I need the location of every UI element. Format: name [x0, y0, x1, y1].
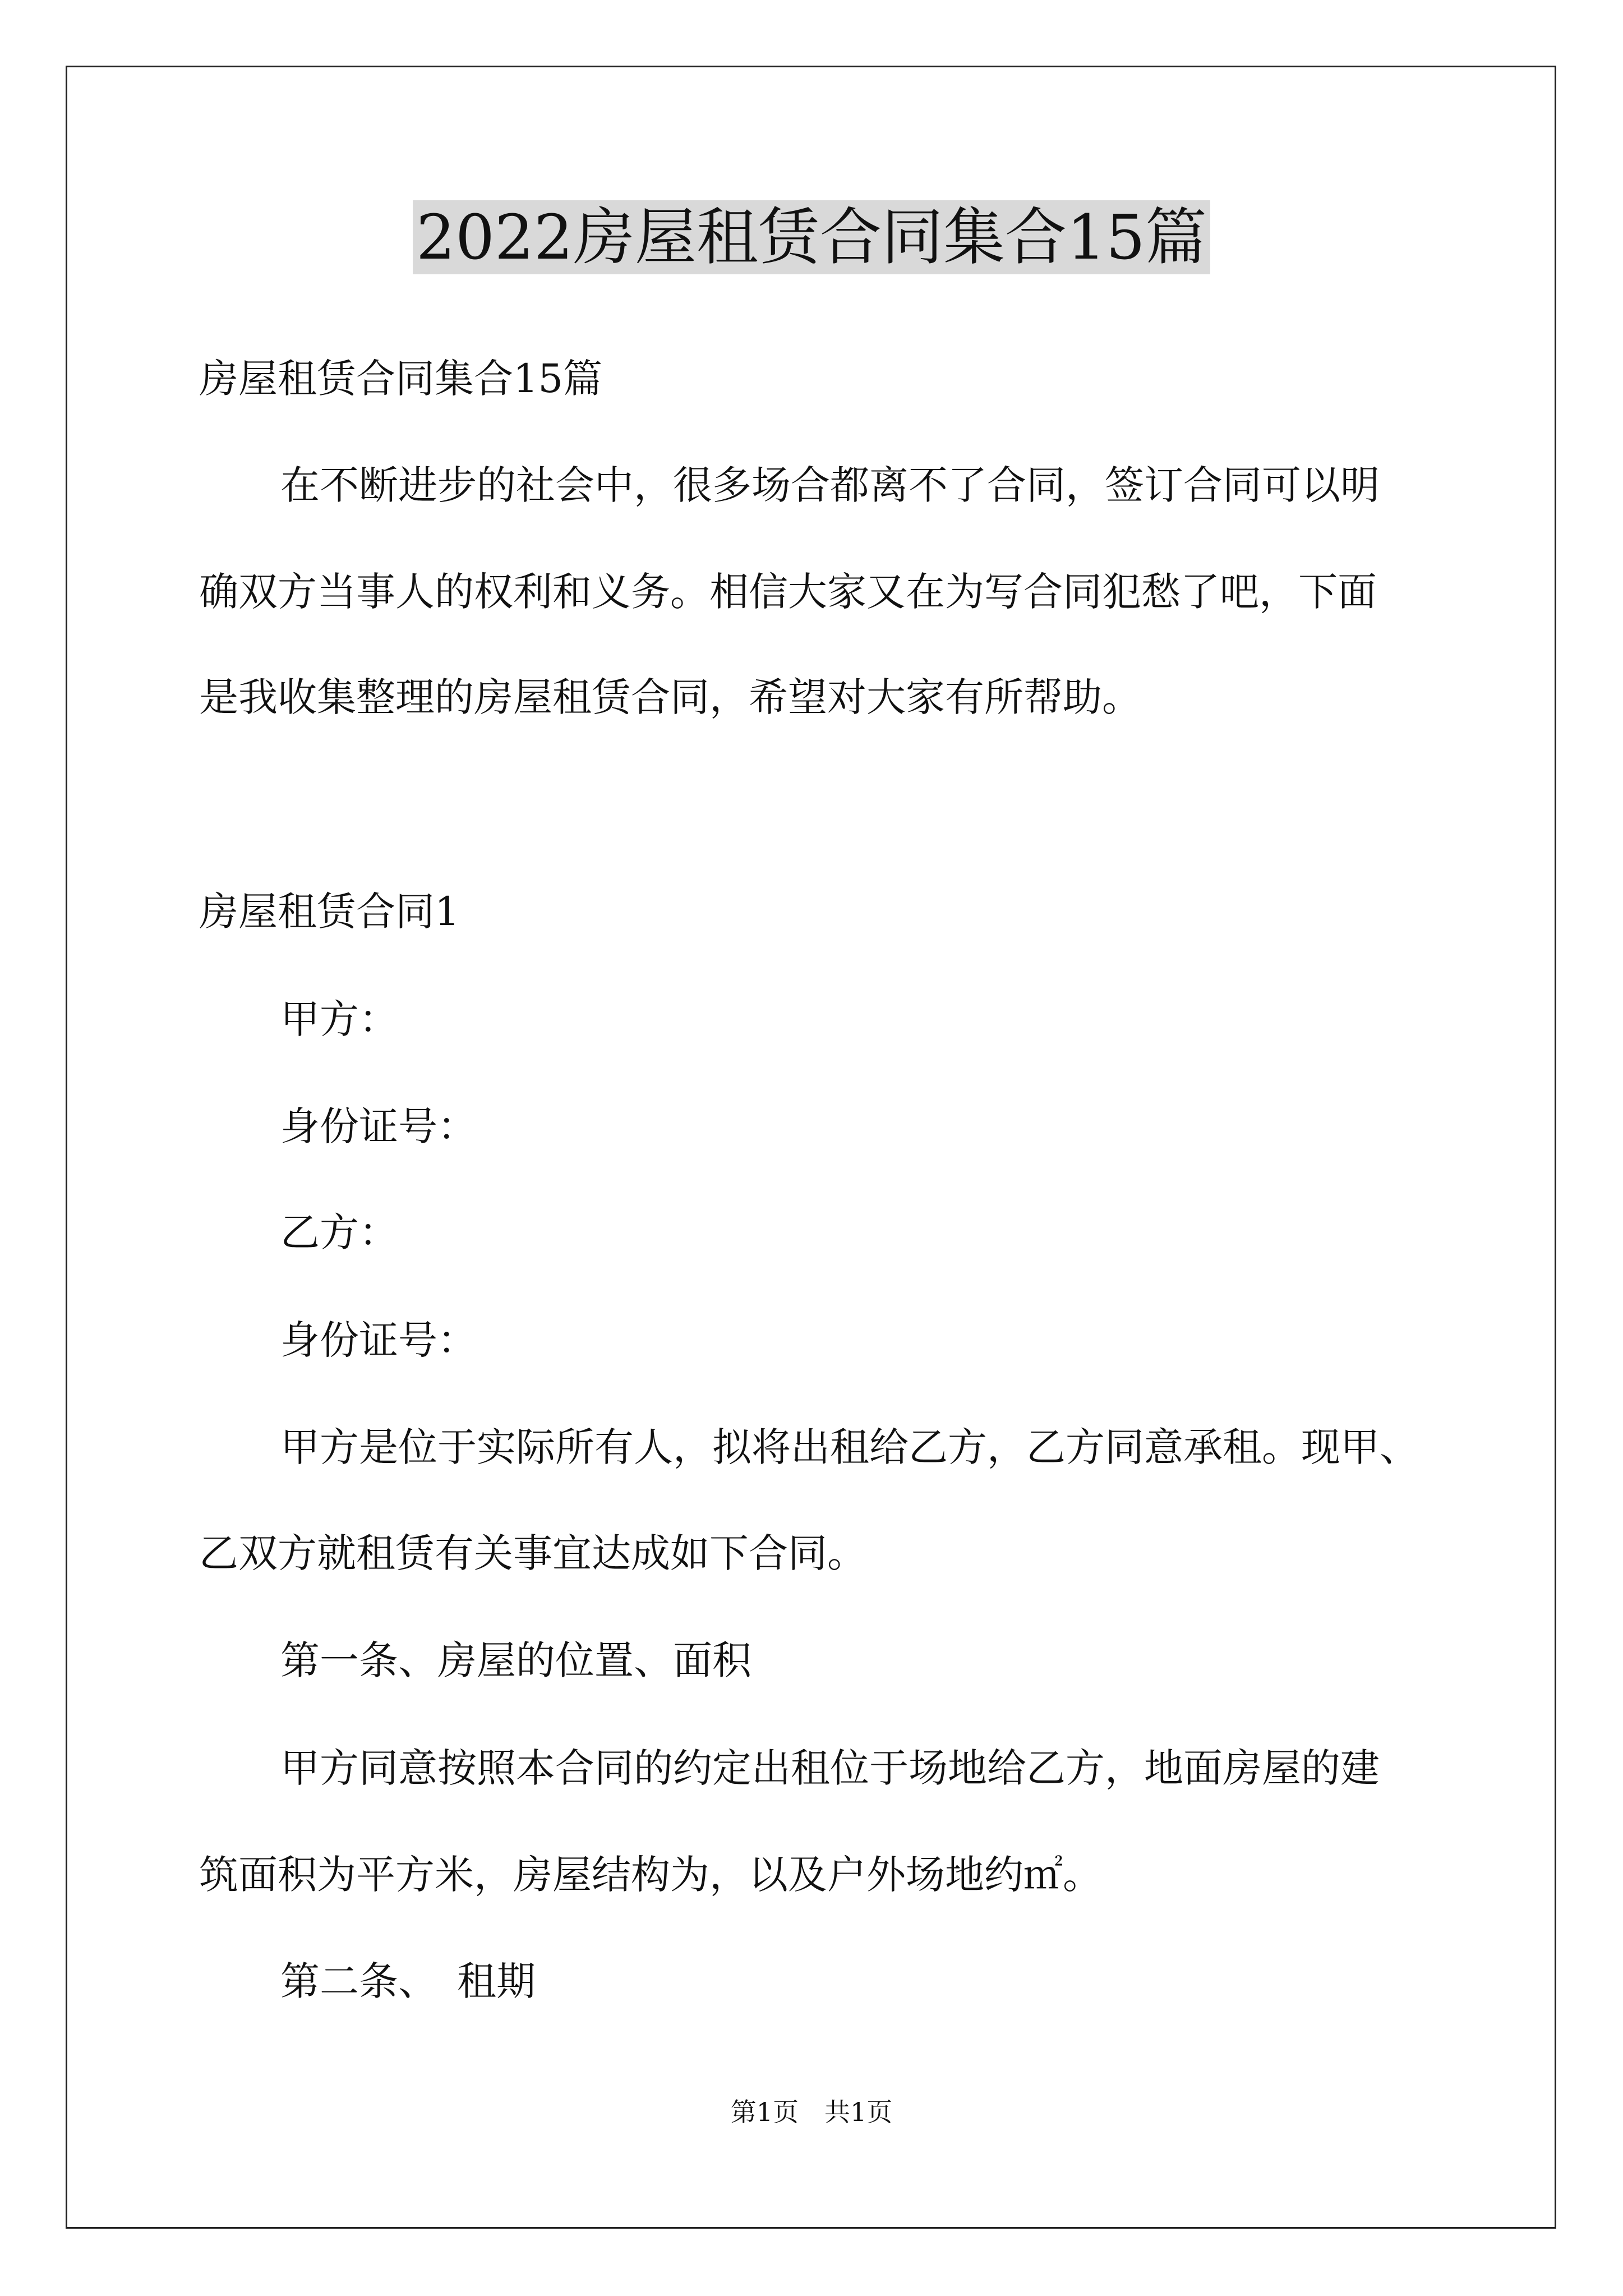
- page-footer: 第1页 共1页: [730, 2097, 893, 2127]
- intro-line-3: 是我收集整理的房屋租赁合同，希望对大家有所帮助。: [199, 674, 1141, 720]
- document-title: 2022房屋租赁合同集合15篇: [413, 200, 1210, 274]
- intro-line-2: 确双方当事人的权利和义务。相信大家又在为写合同犯愁了吧，下面: [199, 569, 1377, 615]
- article-2-heading: 第二条、 租期: [280, 1958, 536, 2004]
- party-a-id-label: 身份证号：: [280, 1103, 477, 1149]
- party-b-label: 乙方：: [280, 1209, 398, 1255]
- article-1-heading: 第一条、房屋的位置、面积: [280, 1637, 751, 1683]
- agreement-line-2: 乙双方就租赁有关事宜达成如下合同。: [199, 1530, 866, 1576]
- agreement-line-1: 甲方是位于实际所有人，拟将出租给乙方，乙方同意承租。现甲、: [280, 1424, 1419, 1470]
- intro-line-1: 在不断进步的社会中，很多场合都离不了合同，签订合同可以明: [280, 462, 1380, 508]
- article-1-line-2: 筑面积为平方米，房屋结构为，以及户外场地约㎡。: [199, 1852, 1102, 1898]
- title-container: [0, 200, 1623, 274]
- party-b-id-label: 身份证号：: [280, 1317, 477, 1363]
- party-a-label: 甲方：: [280, 996, 398, 1042]
- section-heading: 房屋租赁合同1: [199, 889, 460, 935]
- document-subtitle: 房屋租赁合同集合15篇: [199, 356, 603, 402]
- article-1-line-1: 甲方同意按照本合同的约定出租位于场地给乙方，地面房屋的建: [280, 1745, 1380, 1791]
